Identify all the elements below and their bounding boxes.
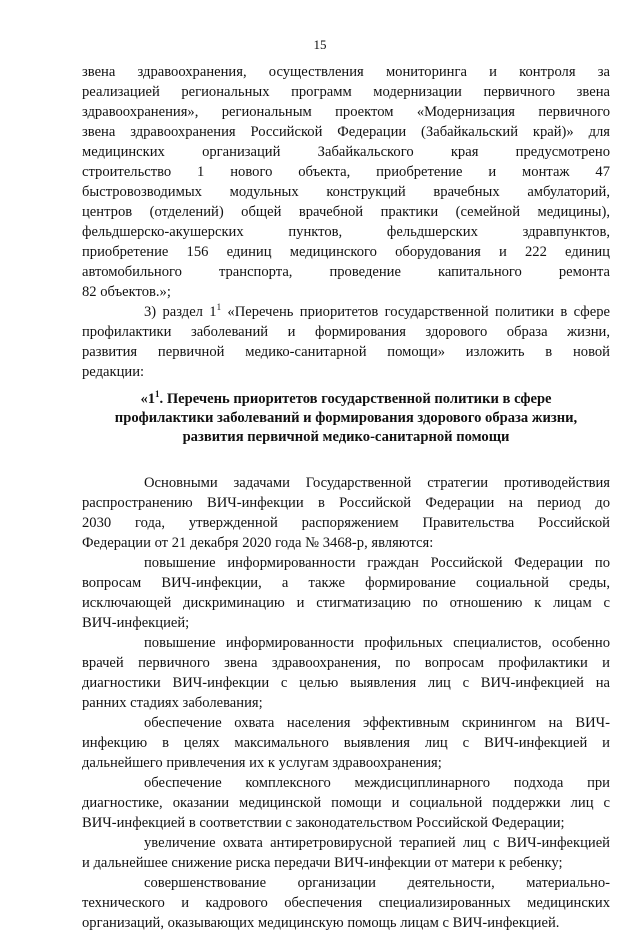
text-line: ВИЧ-инфекцией; (82, 615, 190, 631)
text-line: строительство 1 нового объекта, приобретение и монтаж 47 (82, 164, 610, 180)
list-item (82, 713, 610, 773)
list-item (82, 633, 610, 713)
paragraph-continuation (82, 62, 610, 302)
text-line: инфекцию в целях максимального выявления лиц с ВИЧ-инфекцией и (82, 735, 610, 751)
spacer (82, 447, 610, 473)
paragraph-intro (82, 473, 610, 553)
text-line: автомобильного транспорта, проведение капитального ремонта (82, 264, 610, 280)
text-line: ранних стадиях заболевания; (82, 695, 263, 711)
page-number: 15 (313, 37, 327, 52)
text-line: обеспечение охвата населения эффективным скринингом на ВИЧ- (144, 715, 610, 731)
list-item (82, 873, 610, 933)
text-line: центров (отделений) общей врачебной практики (семейной медицины), (82, 204, 610, 220)
text-line: 2030 года, утвержденной распоряжением Правительства Российской (82, 515, 610, 531)
text-line (82, 302, 610, 322)
text-line: увеличение охвата антиретровирусной терапией лиц с ВИЧ-инфекцией (144, 835, 610, 851)
text-line: фельдшерско-акушерских пунктов, фельдшерских здравпунктов, (82, 224, 610, 240)
text-line: повышение информированности профильных специалистов, особенно (144, 635, 610, 651)
text-line: здравоохранения», региональным проектом «Модернизация первичного (82, 104, 610, 120)
heading-superscript: 1 (155, 389, 160, 399)
text-line: диагностике, оказании медицинской помощи и социальной поддержки лиц с (82, 795, 610, 811)
paragraph-amendment (82, 302, 610, 382)
text-line: профилактики заболеваний и формирования здорового образа жизни, (82, 324, 610, 340)
text-line: звена здравоохранения, осуществления мониторинга и контроля за (82, 64, 610, 80)
text-line: обеспечение комплексного междисциплинарного подхода при (144, 775, 610, 791)
text-line: приобретение 156 единиц медицинского оборудования и 222 единиц (82, 244, 610, 260)
text-line: ВИЧ-инфекцией в соответствии с законодательством Российской Федерации; (82, 815, 565, 831)
text-line: врачей первичного звена здравоохранения, по вопросам профилактики и (82, 655, 610, 671)
text-line: 82 объектов.»; (82, 284, 171, 300)
list-item (82, 773, 610, 833)
text-line: вопросам ВИЧ-инфекции, а также формирование социальной среды, (82, 575, 610, 591)
list-item (82, 833, 610, 873)
text-line: редакции: (82, 364, 145, 380)
text-line: диагностики ВИЧ-инфекции с целью выявления лиц с ВИЧ-инфекцией на (82, 675, 610, 691)
heading-prefix: «1 (140, 391, 156, 407)
list-item (82, 553, 610, 633)
text-line: медицинских организаций Забайкальского края предусмотрено (82, 144, 610, 160)
heading-line: профилактики заболеваний и формирования здорового образа жизни, (114, 410, 578, 426)
section-prefix: 3) раздел 1 (144, 304, 217, 320)
section-heading (82, 390, 610, 447)
text-line: Основными задачами Государственной стратегии противодействия (144, 475, 610, 491)
text-line: организаций, оказывающих медицинскую помощь лицам с ВИЧ-инфекцией. (82, 915, 560, 931)
heading-line: развития первичной медико-санитарной помощи (182, 429, 510, 445)
heading-line (82, 390, 610, 409)
text-line: звена здравоохранения Российской Федерации (Забайкальский край)» для (82, 124, 610, 140)
text-line: распространению ВИЧ-инфекции в Российской Федерации на период до (82, 495, 610, 511)
text-line: развития первичной медико-санитарной помощи» изложить в новой (82, 344, 610, 360)
text-line: повышение информированности граждан Российской Федерации по (144, 555, 610, 571)
text-line: и дальнейшее снижение риска передачи ВИЧ-инфекции от матери к ребенку; (82, 855, 563, 871)
text-line: быстровозводимых модульных конструкций врачебных амбулаторий, (82, 184, 610, 200)
text-line: технического и кадрового обеспечения специализированных медицинских (82, 895, 610, 911)
text-line: исключающей дискриминацию и стигматизацию по отношению к лицам с (82, 595, 610, 611)
page-content (82, 62, 610, 933)
section-superscript: 1 (216, 302, 222, 312)
text-line: реализацией региональных программ модернизации первичного звена (82, 84, 610, 100)
text-line: Федерации от 21 декабря 2020 года № 3468-р, являются: (82, 535, 434, 551)
text-line: совершенствование организации деятельности, материально- (144, 875, 610, 891)
text-fragment: «Перечень приоритетов государственной политики в сфере (221, 304, 610, 320)
text-line: дальнейшего привлечения их к услугам здравоохранения; (82, 755, 442, 771)
text-fragment: . Перечень приоритетов государственной политики в сфере (159, 391, 552, 407)
